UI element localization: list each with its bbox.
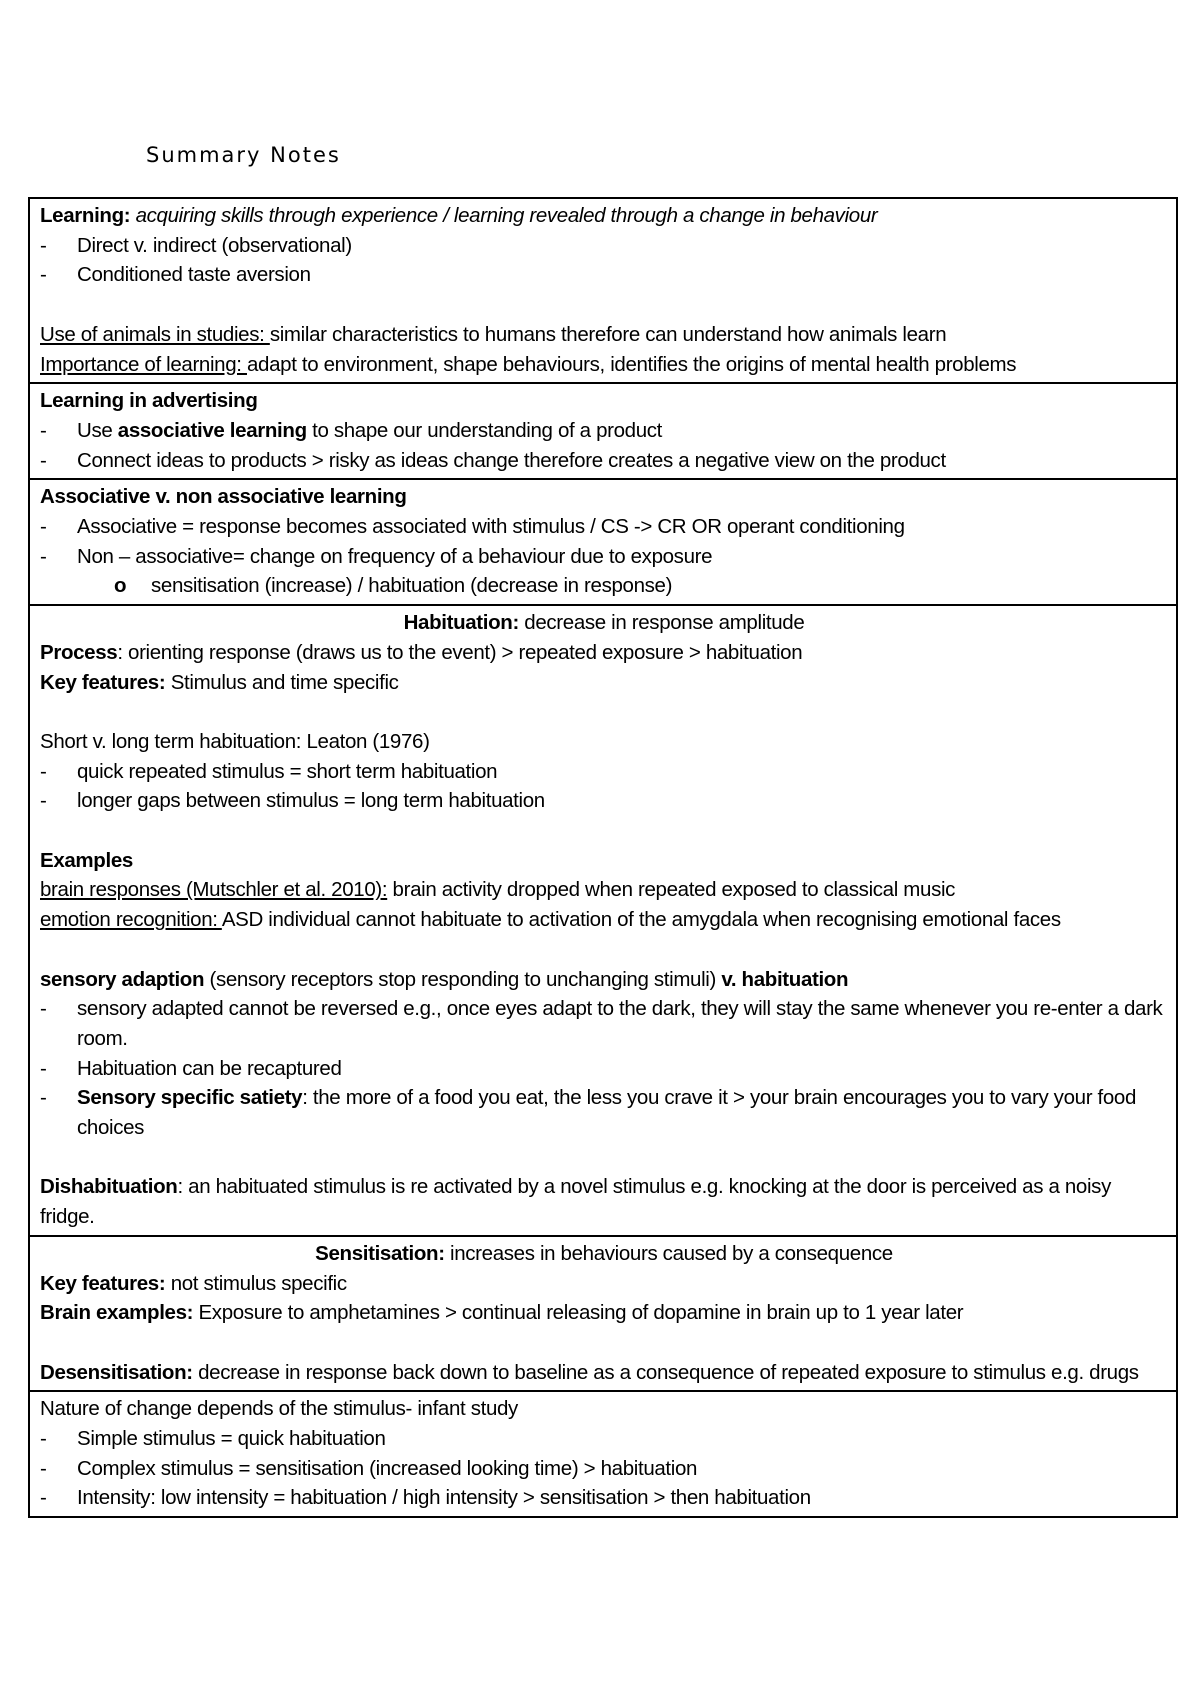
text-fragment: : the more of a food you eat, the less you crave it > your brain encourages you to vary your food choices: [77, 1086, 1137, 1140]
heading-text: Learning in advertising: [40, 389, 258, 413]
short-long-line: Short v. long term habituation: Leaton (1976): [40, 729, 430, 753]
section-habituation: [30, 606, 1176, 1237]
bullet-dash: -: [40, 1456, 47, 1480]
learning-label: Learning:: [40, 204, 131, 227]
bullet-dash: -: [40, 759, 47, 783]
text-fragment: Use: [77, 418, 118, 442]
list-item: [40, 757, 1168, 787]
bullet-text: Complex stimulus = sensitisation (increased looking time) > habituation: [77, 1456, 698, 1480]
bullet-text: sensitisation (increase) / habituation (decrease in response): [151, 574, 673, 598]
section-heading: [40, 608, 1168, 638]
bullet-text: Direct v. indirect (observational): [77, 233, 352, 257]
list-item: [40, 542, 1168, 572]
heading-text: increases in behaviours caused by a consequence: [444, 1241, 893, 1265]
bullet-dash: -: [40, 1486, 47, 1510]
bullet-text: Conditioned taste aversion: [77, 263, 311, 287]
bullet-dash: -: [40, 997, 47, 1021]
brain-label: brain responses (Mutschler et al. 2010):: [40, 878, 388, 902]
bullet-text: Simple stimulus = quick habituation: [77, 1427, 386, 1451]
bullet-dash: -: [40, 1427, 47, 1451]
importance-text: adapt to environment, shape behaviours, identifies the origins of mental health problems: [246, 352, 1017, 376]
key-features-text: not stimulus specific: [165, 1271, 347, 1295]
section-nature-of-change: [30, 1392, 1176, 1516]
importance-line: [40, 350, 1168, 380]
sensory-text: (sensory receptors stop responding to unchanging stimuli): [204, 967, 722, 991]
list-item: [40, 1454, 1168, 1484]
animals-line: [40, 320, 1168, 350]
list-item: [40, 416, 1168, 446]
list-item: [40, 1054, 1168, 1084]
examples-label: Examples: [40, 848, 133, 872]
list-item: [40, 1483, 1168, 1513]
bullet-dash: -: [40, 515, 47, 539]
bullet-text: longer gaps between stimulus = long term habituation: [77, 789, 545, 813]
emotion-line: [40, 905, 1168, 935]
heading-text: Associative v. non associative learning: [40, 485, 407, 509]
sensory-bold: sensory adaption: [40, 967, 205, 991]
process-text: : orienting response (draws us to the event) > repeated exposure > habituation: [117, 640, 803, 664]
bullet-dash: -: [40, 418, 47, 442]
section-sensitisation: [30, 1237, 1176, 1393]
text-bold: associative learning: [117, 418, 307, 442]
list-item: [40, 994, 1168, 1053]
key-features-label: Key features:: [40, 1271, 166, 1295]
key-features-text: Stimulus and time specific: [165, 670, 399, 694]
list-item: [40, 786, 1168, 816]
desensitisation-label: Desensitisation:: [40, 1360, 193, 1384]
section-heading: [40, 386, 1168, 416]
examples-heading: [40, 846, 1168, 876]
sub-list-item: [40, 571, 1168, 601]
list-item: [40, 1083, 1168, 1142]
animals-text: similar characteristics to humans therefore can understand how animals learn: [269, 322, 947, 346]
brain-examples-line: [40, 1298, 1168, 1328]
list-item: [40, 231, 1168, 261]
section-heading: [40, 482, 1168, 512]
bullet-text: Intensity: low intensity = habituation / high intensity > sensitisation > then habituation: [77, 1486, 811, 1510]
brain-responses-line: [40, 875, 1168, 905]
bullet-text: quick repeated stimulus = short term habituation: [77, 759, 498, 783]
bullet-dash: -: [40, 448, 47, 472]
heading-text: decrease in response amplitude: [518, 611, 805, 635]
dishabituation-label: Dishabituation: [40, 1175, 178, 1199]
key-features-line: [40, 668, 1168, 698]
importance-label: Importance of learning:: [40, 352, 247, 376]
text-fragment: to shape our understanding of a product: [306, 418, 663, 442]
dishabituation-text: : an habituated stimulus is re activated by a novel stimulus e.g. knocking at the door is perceived as a noisy fridge.: [40, 1175, 1111, 1229]
bullet-dash: -: [40, 233, 47, 257]
list-item: [40, 446, 1168, 476]
section-heading: Nature of change depends of the stimulus- infant study: [40, 1397, 518, 1421]
section-associative: [30, 480, 1176, 606]
emotion-text: ASD individual cannot habituate to activation of the amygdala when recognising emotional faces: [221, 908, 1061, 932]
text-bold: Sensory specific satiety: [77, 1086, 303, 1110]
heading-bold: Habituation:: [403, 611, 519, 635]
desensitisation-text: decrease in response back down to baseline as a consequence of repeated exposure to stimulus e.g. drugs: [192, 1360, 1139, 1384]
bullet-text: Connect ideas to products > risky as ideas change therefore creates a negative view on the product: [77, 448, 946, 472]
heading-bold: Sensitisation:: [315, 1241, 445, 1265]
bullet-dash: -: [40, 263, 47, 287]
bullet-text: Habituation can be recaptured: [77, 1056, 342, 1080]
sensory-adaption-line: [40, 965, 1168, 995]
bullet-text: [77, 416, 1168, 446]
brain-text: brain activity dropped when repeated exposed to classical music: [387, 878, 956, 902]
emotion-label: emotion recognition:: [40, 908, 222, 932]
list-item: [40, 512, 1168, 542]
bullet-dash: -: [40, 1056, 47, 1080]
bullet-text: Non – associative= change on frequency of a behaviour due to exposure: [77, 544, 713, 568]
page-title: Summary Notes: [146, 143, 341, 167]
learning-def-text: acquiring skills through experience / learning revealed through a change in behaviour: [130, 204, 878, 227]
section-learning: [30, 199, 1176, 384]
bullet-dash: -: [40, 1086, 47, 1110]
sensory-bold-2: v. habituation: [721, 967, 849, 991]
brain-examples-label: Brain examples:: [40, 1301, 194, 1325]
process-label: Process: [40, 640, 118, 664]
section-heading: [40, 1239, 1168, 1269]
desensitisation-line: [40, 1358, 1168, 1388]
section-advertising: [30, 384, 1176, 480]
bullet-text: sensory adapted cannot be reversed e.g., once eyes adapt to the dark, they will stay the same whenever you re-enter a dark room.: [77, 997, 1163, 1050]
bullet-text: Associative = response becomes associated with stimulus / CS -> CR OR operant conditioning: [77, 515, 905, 539]
key-features-label: Key features:: [40, 670, 166, 694]
learning-definition: [40, 201, 1168, 231]
bullet-dash: -: [40, 544, 47, 568]
dishabituation-line: [40, 1172, 1168, 1231]
animals-label: Use of animals in studies:: [40, 322, 270, 346]
bullet-dash: -: [40, 789, 47, 813]
list-item: [40, 260, 1168, 290]
process-line: [40, 638, 1168, 668]
list-item: [40, 1424, 1168, 1454]
key-features-line: [40, 1269, 1168, 1299]
notes-table: [28, 197, 1178, 1518]
brain-examples-text: Exposure to amphetamines > continual releasing of dopamine in brain up to 1 year later: [193, 1301, 964, 1325]
bullet-text: [77, 1083, 1168, 1142]
circle-bullet-icon: o: [114, 574, 127, 598]
